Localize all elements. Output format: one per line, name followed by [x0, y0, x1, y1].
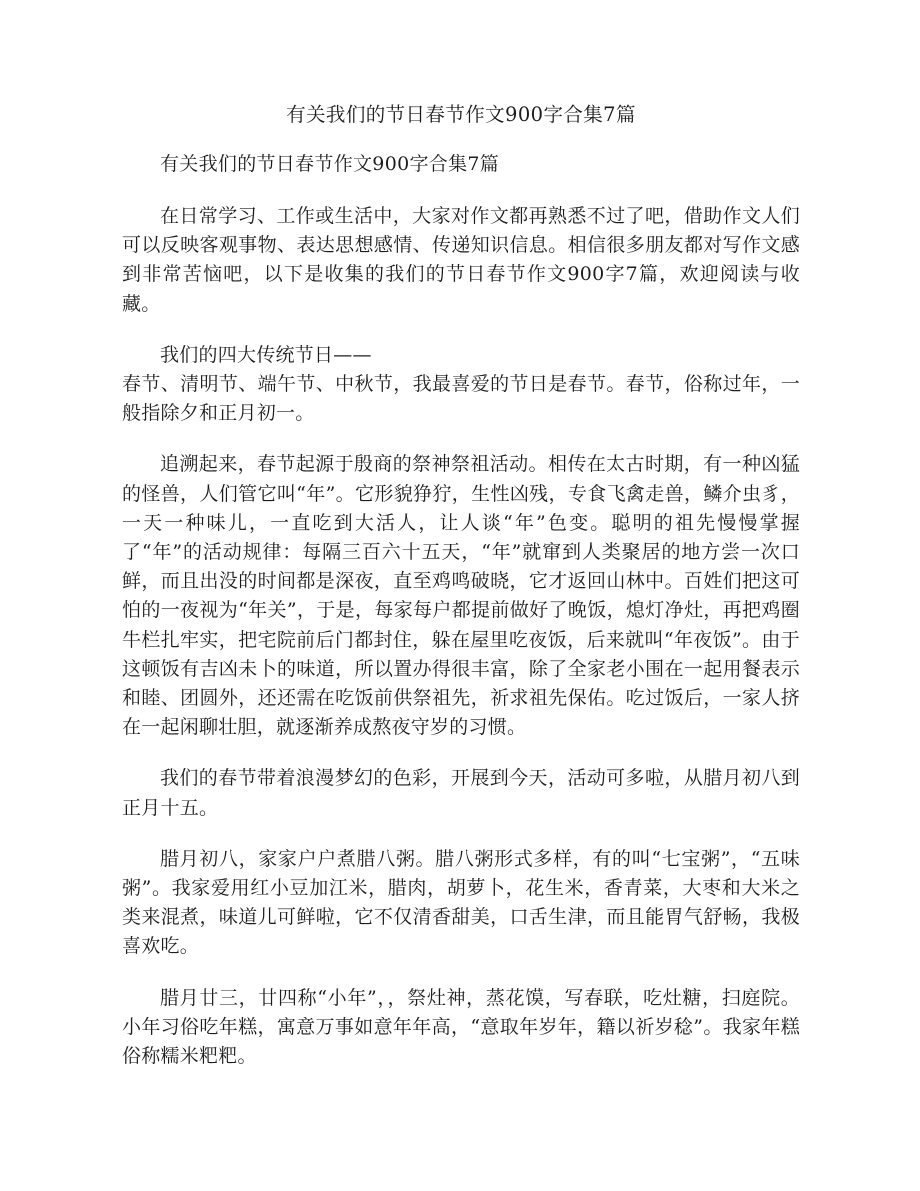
paragraph-festivals-lead: 我们的四大传统节日——: [160, 343, 372, 366]
paragraph-laba: 腊月初八，家家户户煮腊八粥。腊八粥形式多样，有的叫“七宝粥”，“五味粥”。我家爱用红小豆加江米，腊肉，胡萝卜，花生米，香青菜，大枣和大米之类来混煮，味道儿可鲜啦，它不仅清香甜美，口舌生津，而且能胃气舒畅，我极喜欢吃。: [122, 847, 800, 958]
paragraph-romance: 我们的春节带着浪漫梦幻的色彩，开展到今天，活动可多啦，从腊月初八到正月十五。: [122, 767, 800, 819]
document-body: [122, 0, 800, 1071]
page-title: 有关我们的节日春节作文900字合集7篇: [286, 103, 636, 126]
paragraph-intro: 在日常学习、工作或生活中，大家对作文都再熟悉不过了吧，借助作文人们可以反映客观事物、表达思想感情、传递知识信息。相信很多朋友都对写作文感到非常苦恼吧，以下是收集的我们的节日春节作文900字7篇，欢迎阅读与收藏。: [122, 205, 800, 315]
paragraph-xiaonian: 腊月廿三，廿四称“小年”，，祭灶神，蒸花馍，写春联，吃灶糖，扫庭院。小年习俗吃年糕，寓意万事如意年年高，“意取年岁年，籍以祈岁稔”。我家年糕俗称糯米粑粑。: [122, 986, 800, 1068]
document-subtitle: 有关我们的节日春节作文900字合集7篇: [160, 153, 500, 175]
paragraph-origin: 追溯起来，春节起源于殷商的祭神祭祖活动。相传在太古时期，有一种凶猛的怪兽，人们管它叫“年”。它形貌狰狞，生性凶残，专食飞禽走兽，鳞介虫豸，一天一种味儿，一直吃到大活人，让人谈“年”色变。聪明的祖先慢慢掌握了“年”的活动规律：每隔三百六十五天，“年”就窜到人类聚居的地方尝一次口鲜，而且出没的时间都是深夜，直至鸡鸣破晓，它才返回山林中。百姓们把这可怕的一夜视为“年关”，于是，每家每户都提前做好了晚饭，熄灯净灶，再把鸡圈牛栏扎牢实，把宅院前后门都封住，躲在屋里吃夜饭，后来就叫“年夜饭”。由于这顿饭有吉凶未卜的味道，所以置办得很丰富，除了全家老小围在一起用餐表示和睦、团圆外，还还需在吃饭前供祭祖先，祈求祖先保佑。吃过饭后，一家人挤在一起闲聊壮胆，就逐渐养成熬夜守岁的习惯。: [122, 453, 800, 739]
paragraph-festivals: [122, 341, 800, 429]
paragraph-festivals-body: 春节、清明节、端午节、中秋节，我最喜爱的节日是春节。春节，俗称过年，一般指除夕和正月初一。: [122, 373, 800, 425]
